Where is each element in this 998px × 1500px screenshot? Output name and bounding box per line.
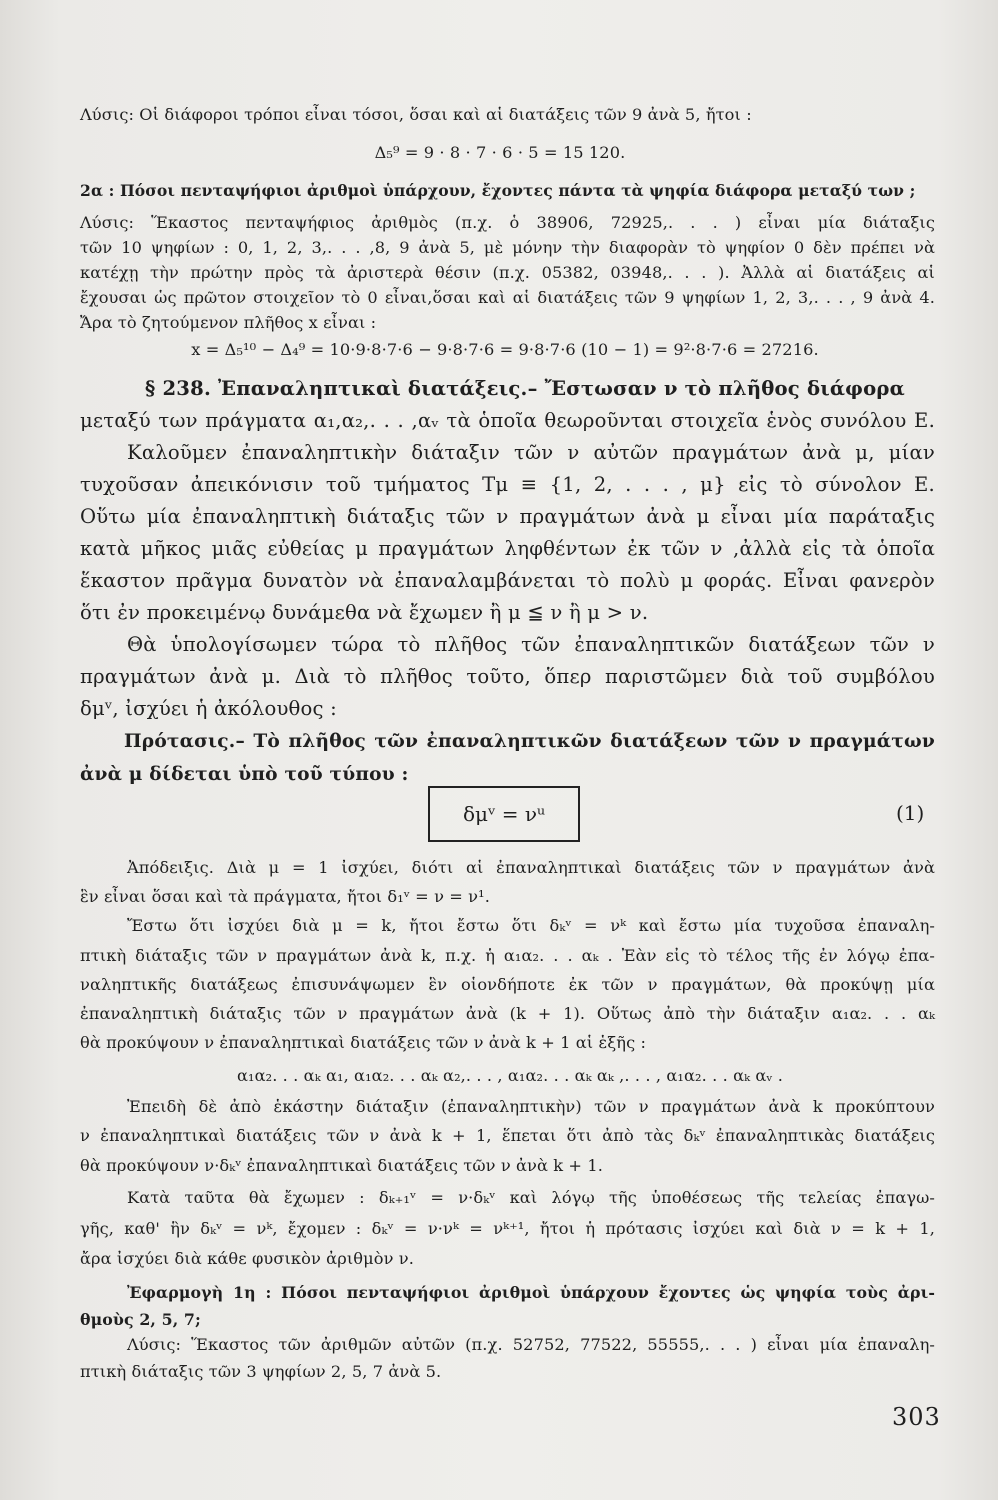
text-line: Λύσις: Οἱ διάφοροι τρόποι εἶναι τόσοι, ὅσαι καὶ αἱ διατάξεις τῶν 9 ἀνὰ 5, ἤτοι : [80, 105, 752, 124]
text-line: Λύσις: Ἕκαστος πενταψήφιος ἀριθμὸς (π.χ. ὁ 38906, 72925,. . . ) εἶναι μία διάταξις [80, 213, 935, 232]
text-line: ἄρα ἰσχύει διὰ κάθε φυσικὸν ἀριθμὸν ν. [80, 1249, 414, 1268]
equation-line: α₁α₂. . . αₖ α₁, α₁α₂. . . αₖ α₂,. . . , α₁α₂. . . αₖ αₖ ,. . . , α₁α₂. . . αₖ αᵥ . [236, 1066, 784, 1085]
boxed-formula: δμᵛ = νᵘ [428, 786, 580, 842]
application-text: θμοὺς 2, 5, 7; [80, 1310, 201, 1329]
proposition-text: ἀνὰ μ δίδεται ὑπὸ τοῦ τύπου : [80, 764, 409, 785]
text-line: κατὰ μῆκος μιᾶς εὐθείας μ πραγμάτων ληφθέντων ἐκ τῶν ν ,ἀλλὰ εἰς τὰ ὁποῖα [80, 537, 935, 560]
text-line: Οὕτω μία ἐπαναληπτικὴ διάταξις τῶν ν πραγμάτων ἀνὰ μ εἶναι μία παράταξις [80, 505, 935, 528]
text-line: τῶν 10 ψηφίων : 0, 1, 2, 3,. . . ,8, 9 ἀνὰ 5, μὲ μόνην τὴν διαφορὰν τὸ ψηφίον 0 δὲν πρέπει νὰ [80, 238, 935, 257]
text-line: ν ἐπαναληπτικαὶ διατάξεις τῶν ν ἀνὰ k + 1, ἕπεται ὅτι ἀπὸ τὰς δₖᵛ ἐπαναληπτικὰς διατάξεις [80, 1126, 935, 1145]
text-line: θὰ προκύψουν ν ἐπαναληπτικαὶ διατάξεις τῶν ν ἀνὰ k + 1 αἱ ἑξῆς : [80, 1033, 647, 1052]
text-line: Ἐπειδὴ δὲ ἀπὸ ἑκάστην διάταξιν (ἐπαναληπτικὴν) τῶν ν πραγμάτων ἀνὰ k προκύπτουν [127, 1097, 935, 1116]
text-line: πτικὴ διάταξις τῶν ν πραγμάτων ἀνὰ k, π.χ. ἡ α₁α₂. . . αₖ . Ἐὰν εἰς τὸ τέλος τῆς ἐν λόγῳ ἐπα- [80, 946, 935, 965]
text-line: Θὰ ὑπολογίσωμεν τώρα τὸ πλῆθος τῶν ἐπαναληπτικῶν διατάξεων τῶν ν [127, 633, 935, 656]
text-line: θὰ προκύψουν ν·δₖᵛ ἐπαναληπτικαὶ διατάξεις τῶν ν ἀνὰ k + 1. [80, 1156, 603, 1175]
page-number: 303 [892, 1403, 941, 1431]
text-line: Λύσις: Ἕκαστος τῶν ἀριθμῶν αὐτῶν (π.χ. 52752, 77522, 55555,. . . ) εἶναι μία ἐπαναλη- [127, 1335, 935, 1354]
text-line: μεταξύ των πράγματα α₁,α₂,. . . ,αᵥ τὰ ὁποῖα θεωροῦνται στοιχεῖα ἑνὸς συνόλου Ε. [80, 409, 935, 432]
equation-line: x = Δ₅¹⁰ − Δ₄⁹ = 10·9·8·7·6 − 9·8·7·6 = 9·8·7·6 (10 − 1) = 9²·8·7·6 = 27216. [191, 340, 819, 359]
text-line: κατέχῃ τὴν πρώτην πρὸς τὰ ἀριστερὰ θέσιν (π.χ. 05382, 03948,. . . ). Ἀλλὰ αἱ διατάξεις αἱ [80, 263, 935, 282]
text-line: ἓν εἶναι ὅσαι καὶ τὰ πράγματα, ἤτοι δ₁ᵛ = ν = ν¹. [80, 887, 490, 906]
text-line: Καλοῦμεν ἐπαναληπτικὴν διάταξιν τῶν ν αὐτῶν πραγμάτων ἀνὰ μ, μίαν [127, 441, 935, 464]
text-line: γῆς, καθ' ἣν δₖᵛ = νᵏ, ἔχομεν : δₖᵛ = ν·νᵏ = νᵏ⁺¹, ἤτοι ἡ πρότασις ἰσχύει καὶ διὰ ν = k + 1, [80, 1219, 935, 1238]
section-heading: § 238. Ἐπαναληπτικαὶ διατάξεις.– Ἔστωσαν ν τὸ πλῆθος διάφορα [145, 377, 905, 400]
equation-line: Δ₅⁹ = 9 · 8 · 7 · 6 · 5 = 15 120. [374, 143, 626, 162]
text-line: ἕκαστον πρᾶγμα δυνατὸν νὰ ἐπαναλαμβάνεται τὸ πολὺ μ φοράς. Εἶναι φανερὸν [80, 569, 935, 592]
text-line: πτικὴ διάταξις τῶν 3 ψηφίων 2, 5, 7 ἀνὰ 5. [80, 1362, 442, 1381]
text-line: πραγμάτων ἀνὰ μ. Διὰ τὸ πλῆθος τοῦτο, ὅπερ παριστῶμεν διὰ τοῦ συμβόλου [80, 665, 935, 688]
text-line: Ἔστω ὅτι ἰσχύει διὰ μ = k, ἤτοι ἔστω ὅτι δₖᵛ = νᵏ καὶ ἔστω μία τυχοῦσα ἐπαναλη- [127, 916, 935, 935]
equation-number: (1) [896, 801, 925, 825]
exercise-heading: 2α : Πόσοι πενταψήφιοι ἀριθμοὶ ὑπάρχουν, ἔχοντες πάντα τὰ ψηφία διάφορα μεταξύ των ; [80, 181, 916, 200]
text-line: τυχοῦσαν ἀπεικόνισιν τοῦ τμήματος Τμ ≡ {1, 2, . . . , μ} εἰς τὸ σύνολον Ε. [80, 473, 935, 496]
text-line: Κατὰ ταῦτα θὰ ἔχωμεν : δₖ₊₁ᵛ = ν·δₖᵛ καὶ λόγῳ τῆς ὑποθέσεως τῆς τελείας ἐπαγω- [127, 1188, 935, 1207]
proposition-heading: Πρότασις.– Τὸ πλῆθος τῶν ἐπαναληπτικῶν διατάξεων τῶν ν πραγμάτων [124, 731, 935, 752]
application-heading: Ἐφαρμογὴ 1η : Πόσοι πενταψήφιοι ἀριθμοὶ ὑπάρχουν ἔχοντες ὡς ψηφία τοὺς ἀρι- [127, 1283, 935, 1302]
text-line: Ἀπόδειξις. Διὰ μ = 1 ἰσχύει, διότι αἱ ἐπαναληπτικαὶ διατάξεις τῶν ν πραγμάτων ἀνὰ [127, 858, 935, 877]
text-line: ὅτι ἐν προκειμένῳ δυνάμεθα νὰ ἔχωμεν ἢ μ ≦ ν ἢ μ > ν. [80, 601, 649, 624]
text-line: Ἄρα τὸ ζητούμενον πλῆθος x εἶναι : [80, 313, 377, 332]
text-line: ἔχουσαι ὡς πρῶτον στοιχεῖον τὸ 0 εἶναι,ὅσαι καὶ αἱ διατάξεις τῶν 9 ψηφίων 1, 2, 3,. . . , 9 ἀνὰ 4. [80, 288, 935, 307]
text-line: ναληπτικῆς διατάξεως ἐπισυνάψωμεν ἓν οἱονδήποτε ἐκ τῶν ν πραγμάτων, θὰ προκύψῃ μία [80, 975, 935, 994]
text-line: ἐπαναληπτικὴ διάταξις τῶν ν πραγμάτων ἀνὰ (k + 1). Οὕτως ἀπὸ τὴν διάταξιν α₁α₂. . . αₖ [80, 1004, 935, 1023]
text-line: δμᵛ, ἰσχύει ἡ ἀκόλουθος : [80, 697, 337, 720]
